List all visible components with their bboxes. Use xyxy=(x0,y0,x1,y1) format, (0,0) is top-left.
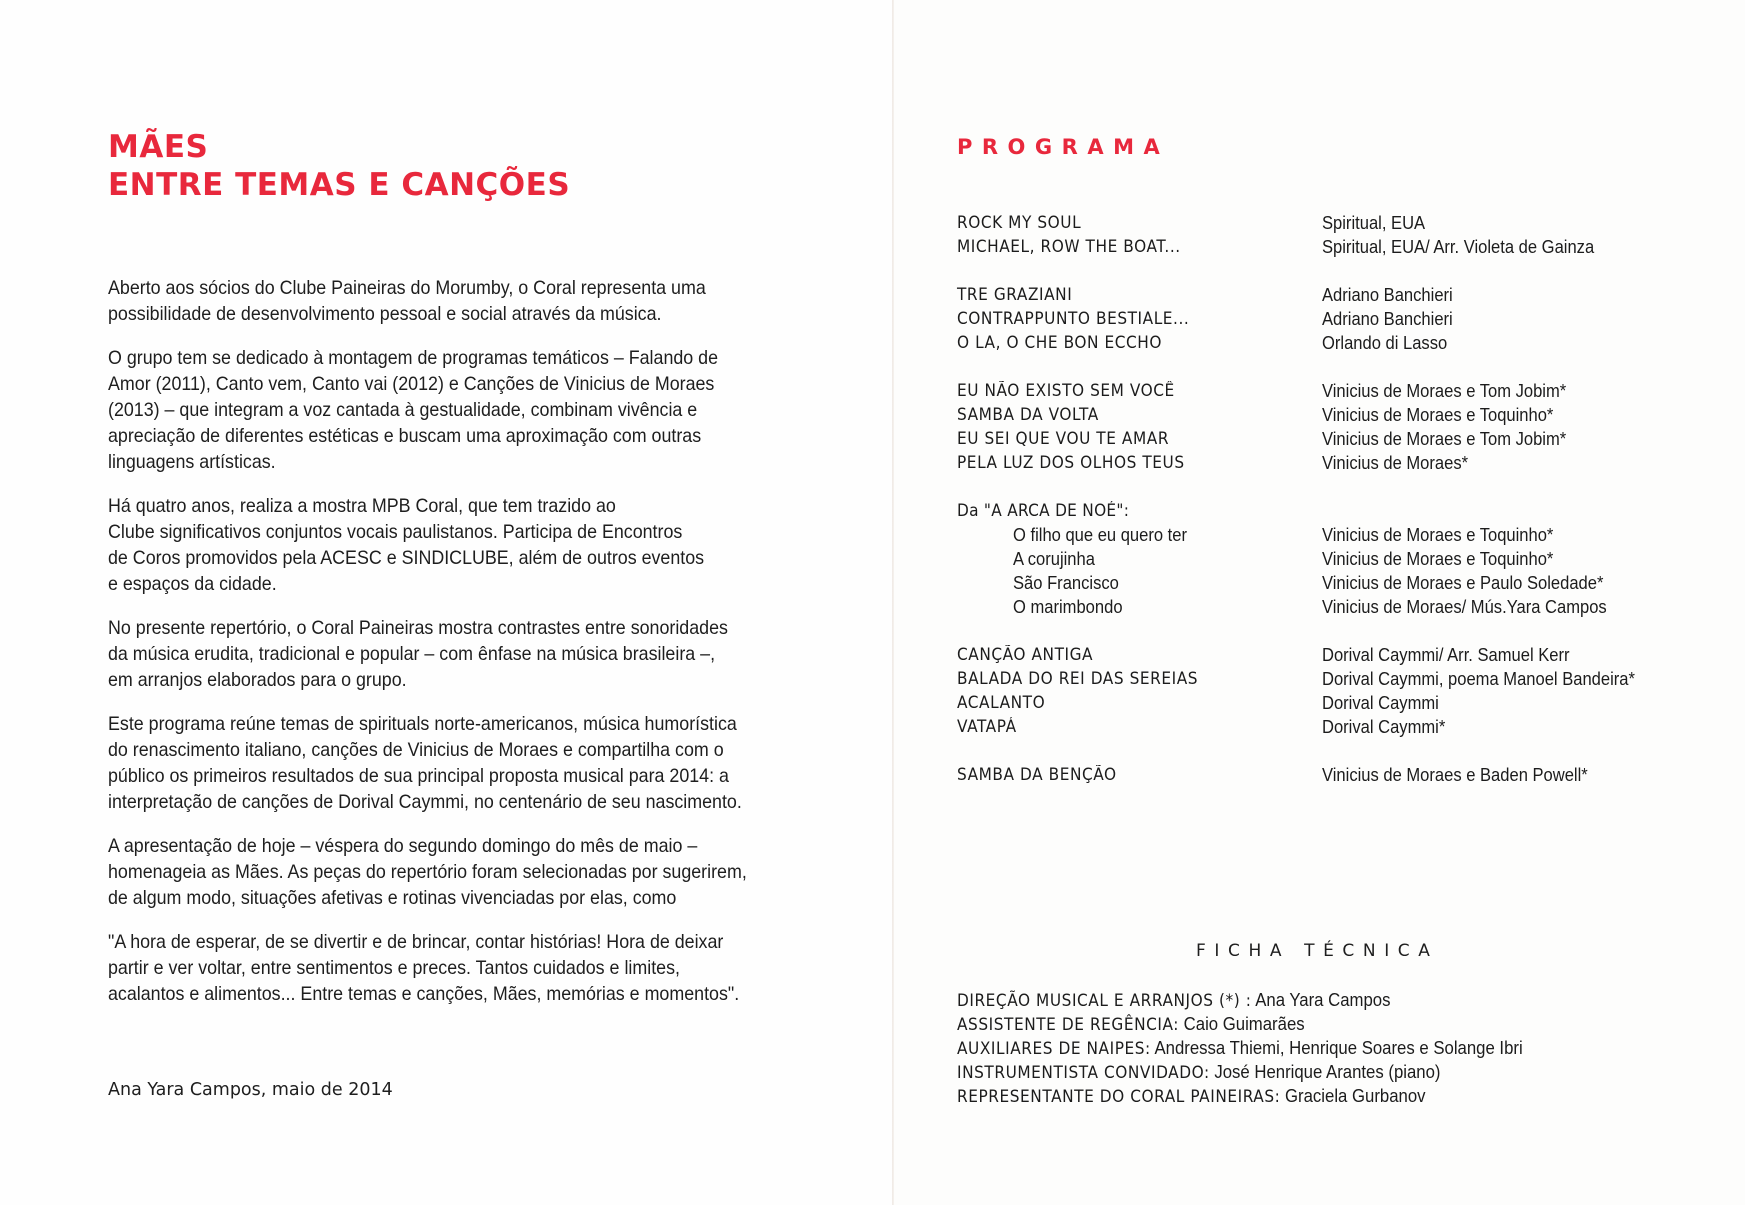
credit-line xyxy=(957,1036,1523,1060)
song-title: ROCK MY SOUL xyxy=(957,213,1082,232)
song-composer: Dorival Caymmi* xyxy=(1322,717,1446,737)
ficha-tecnica-heading: FICHA TÉCNICA xyxy=(1196,941,1439,961)
program-row xyxy=(957,331,1717,355)
credit-line xyxy=(957,1012,1523,1036)
song-title: TRE GRAZIANI xyxy=(957,285,1073,304)
program-group xyxy=(957,499,1717,619)
song-title: CANÇÃO ANTIGA xyxy=(957,645,1094,664)
program-row xyxy=(957,211,1717,235)
body-text xyxy=(108,276,843,1026)
credit-name: Andressa Thiemi, Henrique Soares e Solange Ibri xyxy=(1150,1038,1523,1058)
program-row xyxy=(957,691,1717,715)
program-group xyxy=(957,763,1717,787)
program-group xyxy=(957,643,1717,739)
paragraph: Há quatro anos, realiza a mostra MPB Coral, que tem trazido ao Clube significativos conjuntos vocais paulistanos. Participa de Encontros de Coros promovidos pela ACESC e SINDICLUBE, além de outros eventos e espaços da cidade. xyxy=(108,496,705,595)
signature: Ana Yara Campos, maio de 2014 xyxy=(108,1080,393,1100)
title-line-2: ENTRE TEMAS E CANÇÕES xyxy=(108,167,571,203)
song-title: Da "A ARCA DE NOÉ": xyxy=(957,501,1130,520)
program-row xyxy=(957,379,1717,403)
song-title: CONTRAPPUNTO BESTIALE... xyxy=(957,309,1190,328)
paragraph: Este programa reúne temas de spirituals norte-americanos, música humorística do renascimento italiano, canções de Vinicius de Moraes e compartilha com o público os primeiros resultados de sua principal proposta musical para 2014: a interpretação de canções de Dorival Caymmi, no centenário de seu nascimento. xyxy=(108,714,742,813)
credit-role: AUXILIARES DE NAIPES: xyxy=(957,1039,1151,1058)
program-group xyxy=(957,211,1717,259)
credit-role: REPRESENTANTE DO CORAL PAINEIRAS: xyxy=(957,1087,1281,1106)
program-row xyxy=(957,307,1717,331)
page-title xyxy=(108,128,570,204)
song-title: MICHAEL, ROW THE BOAT... xyxy=(957,237,1181,256)
credit-line xyxy=(957,988,1523,1012)
song-composer: Dorival Caymmi/ Arr. Samuel Kerr xyxy=(1322,645,1570,665)
program-row xyxy=(957,547,1717,571)
credit-line xyxy=(957,1060,1523,1084)
song-title: O LA, O CHE BON ECCHO xyxy=(957,333,1163,352)
credit-line xyxy=(957,1084,1523,1108)
credit-name: Caio Guimarães xyxy=(1179,1014,1305,1034)
song-composer: Orlando di Lasso xyxy=(1322,333,1448,353)
title-line-1: MÃES xyxy=(108,129,209,165)
song-composer: Adriano Banchieri xyxy=(1322,309,1453,329)
song-title: O marimbondo xyxy=(1013,597,1123,617)
song-title: BALADA DO REI DAS SEREIAS xyxy=(957,669,1199,688)
song-title: O filho que eu quero ter xyxy=(1013,525,1187,545)
song-composer: Vinicius de Moraes e Baden Powell* xyxy=(1322,765,1588,785)
song-title: SAMBA DA VOLTA xyxy=(957,405,1099,424)
song-composer: Spiritual, EUA/ Arr. Violeta de Gainza xyxy=(1322,237,1595,257)
program-row xyxy=(957,451,1717,475)
song-composer: Dorival Caymmi xyxy=(1322,693,1439,713)
song-composer: Vinicius de Moraes* xyxy=(1322,453,1469,473)
credit-role: DIREÇÃO MUSICAL E ARRANJOS (*) : xyxy=(957,991,1252,1010)
program-row xyxy=(957,523,1717,547)
song-title: EU SEI QUE VOU TE AMAR xyxy=(957,429,1170,448)
program-list xyxy=(957,211,1717,811)
paragraph: O grupo tem se dedicado à montagem de programas temáticos – Falando de Amor (2011), Canto vem, Canto vai (2012) e Canções de Vinicius de Moraes (2013) – que integram a voz cantada à gestualidade, combinam vivência e apreciação de diferentes estéticas e buscam uma aproximação com outras linguagens artísticas. xyxy=(108,348,719,473)
song-title: EU NÃO EXISTO SEM VOCÊ xyxy=(957,381,1175,400)
song-composer: Vinicius de Moraes e Tom Jobim* xyxy=(1322,381,1567,401)
song-title: ACALANTO xyxy=(957,693,1046,712)
credit-role: ASSISTENTE DE REGÊNCIA: xyxy=(957,1015,1180,1034)
song-composer: Dorival Caymmi, poema Manoel Bandeira* xyxy=(1322,669,1635,689)
song-title: SAMBA DA BENÇÃO xyxy=(957,765,1117,784)
program-row xyxy=(957,571,1717,595)
song-title: PELA LUZ DOS OLHOS TEUS xyxy=(957,453,1185,472)
song-title: A corujinha xyxy=(1013,549,1095,569)
paragraph: No presente repertório, o Coral Paineiras mostra contrastes entre sonoridades da música erudita, tradicional e popular – com ênfase na música brasileira –, em arranjos elaborados para o grupo. xyxy=(108,618,728,691)
program-row xyxy=(957,595,1717,619)
credit-name: Graciela Gurbanov xyxy=(1280,1086,1426,1106)
program-row xyxy=(957,403,1717,427)
program-row xyxy=(957,667,1717,691)
program-row xyxy=(957,427,1717,451)
quote-paragraph: "A hora de esperar, de se divertir e de brincar, contar histórias! Hora de deixar partir e ver voltar, entre sentimentos e preces. Tantos cuidados e limites, acalantos e alimentos... Entre temas e canções, Mães, memórias e momentos". xyxy=(108,932,740,1005)
program-row xyxy=(957,715,1717,739)
song-composer: Vinicius de Moraes e Toquinho* xyxy=(1322,405,1554,425)
song-composer: Vinicius de Moraes e Tom Jobim* xyxy=(1322,429,1567,449)
paragraph: Aberto aos sócios do Clube Paineiras do Morumby, o Coral representa uma possibilidade de desenvolvimento pessoal e social através da música. xyxy=(108,278,706,325)
ficha-tecnica-list xyxy=(957,988,1565,1108)
song-composer: Vinicius de Moraes e Paulo Soledade* xyxy=(1322,573,1604,593)
program-row xyxy=(957,763,1717,787)
song-composer: Vinicius de Moraes/ Mús.Yara Campos xyxy=(1322,597,1607,617)
song-composer: Vinicius de Moraes e Toquinho* xyxy=(1322,525,1554,545)
song-title: VATAPÁ xyxy=(957,717,1017,736)
program-row xyxy=(957,643,1717,667)
program-row xyxy=(957,499,1717,523)
song-composer: Adriano Banchieri xyxy=(1322,285,1453,305)
song-composer: Vinicius de Moraes e Toquinho* xyxy=(1322,549,1554,569)
credit-role: INSTRUMENTISTA CONVIDADO: xyxy=(957,1063,1210,1082)
program-row xyxy=(957,283,1717,307)
program-row xyxy=(957,235,1717,259)
song-composer: Spiritual, EUA xyxy=(1322,213,1426,233)
paragraph: A apresentação de hoje – véspera do segundo domingo do mês de maio – homenageia as Mães. As peças do repertório foram selecionadas por sugerirem, de algum modo, situações afetivas e rotinas vivenciadas por elas, como xyxy=(108,836,747,909)
song-title: São Francisco xyxy=(1013,573,1119,593)
program-group xyxy=(957,283,1717,355)
program-group xyxy=(957,379,1717,475)
programa-heading: PROGRAMA xyxy=(957,135,1170,159)
credit-name: José Henrique Arantes (piano) xyxy=(1209,1062,1441,1082)
credit-name: Ana Yara Campos xyxy=(1251,990,1391,1010)
